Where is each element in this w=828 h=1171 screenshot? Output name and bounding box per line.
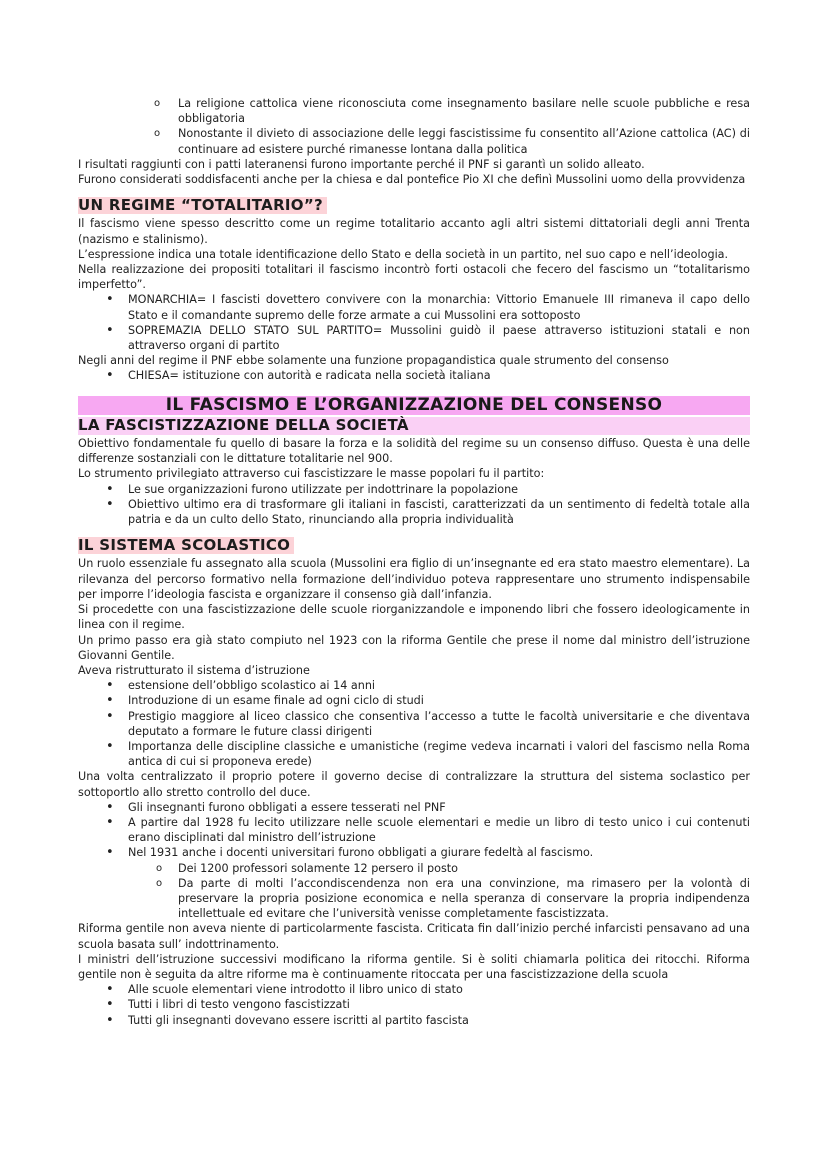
paragraph: Aveva ristrutturato il sistema d’istruzione <box>78 663 310 677</box>
paragraph: Nella realizzazione dei propositi totalitari il fascismo incontrò forti ostacoli che fecero del fascismo un “totalitarismo imperfetto”. <box>78 263 750 292</box>
bullet-list <box>78 368 750 383</box>
paragraph: Lo strumento privilegiato attraverso cui fascistizzare le masse popolari fu il partito: <box>78 467 545 481</box>
paragraph: Negli anni del regime il PNF ebbe solamente una funzione propagandistica quale strumento del consenso <box>78 354 669 368</box>
paragraph: Furono considerati soddisfacenti anche per la chiesa e dal pontefice Pio XI che definì Mussolini uomo della provvidenza <box>78 173 746 187</box>
list-item: o Da parte di molti l’accondiscendenza non era una convinzione, ma rimasero per la volontà di preservare la propria posizione economica e nella speranza di conservare la propria indipendenza intellettuale ed evitare che l’università venisse completamente fascistizzata. <box>178 876 750 922</box>
list-item: • Prestigio maggiore al liceo classico che consentiva l’accesso a tutte le facoltà universitarie e che diventava deputato a formare le future classi dirigenti <box>128 709 750 739</box>
paragraph: Si procedette con una fascistizzazione delle scuole riorganizzandole e imponendo libri che fossero ideologicamente in linea con il regime. <box>78 603 750 632</box>
bullet-list <box>78 982 750 1028</box>
paragraph: L’espressione indica una totale identificazione dello Stato e della società in un partito, nel suo capo e nell’ideologia. <box>78 247 729 261</box>
paragraph: Una volta centralizzato il proprio potere il governo decise di contralizzare la struttura del sistema soclastico per sottoportlo allo stretto controllo del duce. <box>78 770 750 799</box>
document-page <box>78 96 750 1028</box>
sub-list <box>128 861 750 922</box>
section-heading-fascistizzazione: LA FASCISTIZZAZIONE DELLA SOCIETÀ <box>78 417 750 435</box>
list-item: • Importanza delle discipline classiche e umanistiche (regime vedeva incarnati i valori del fascismo nella Roma antica di cui si proponeva erede) <box>128 739 750 769</box>
bullet-list <box>78 678 750 769</box>
list-item: • Gli insegnanti furono obbligati a essere tesserati nel PNF <box>128 800 750 815</box>
list-item: • Introduzione di un esame finale ad ogni ciclo di studi <box>128 693 750 708</box>
list-item: • A partire dal 1928 fu lecito utilizzare nelle scuole elementari e medie un libro di testo unico i cui contenuti erano disciplinati dal ministro dell’istruzione <box>128 815 750 845</box>
list-item: • MONARCHIA= I fascisti dovettero convivere con la monarchia: Vittorio Emanuele III rimaneva il capo dello Stato e il comandante supremo delle forze armate a cui Mussolini era sottoposto <box>128 292 750 322</box>
list-item: • CHIESA= istituzione con autorità e radicata nella società italiana <box>128 368 750 383</box>
section-heading-scuola: IL SISTEMA SCOLASTICO <box>78 537 294 554</box>
paragraph: Il fascismo viene spesso descritto come un regime totalitario accanto agli altri sistemi dittatoriali degli anni Trenta (nazismo e stalinismo). <box>78 217 750 246</box>
paragraph: I ministri dell’istruzione successivi modificano la riforma gentile. Si è soliti chiamarla politica dei ritocchi. Riforma gentile non è seguita da altre riforme ma è continuamente ritoccata per una fascistizzazione della scuola <box>78 952 750 981</box>
paragraph: Obiettivo fondamentale fu quello di basare la forza e la solidità del regime su un consenso diffuso. Questa è una delle differenze sostanziali con le dittature totalitarie nel 900. <box>78 437 750 466</box>
list-item: • Alle scuole elementari viene introdotto il libro unico di stato <box>128 982 750 997</box>
list-item: • estensione dell’obbligo scolastico ai 14 anni <box>128 678 750 693</box>
section-heading-totalitario: UN REGIME “TOTALITARIO”? <box>78 197 327 214</box>
paragraph: Un ruolo essenziale fu assegnato alla scuola (Mussolini era figlio di un’insegnante ed era stato maestro elementare). La rilevanza del percorso formativo nella formazione dell’individuo poteva rappresentare uno strumento indispensabile per imporre l’ideologia fascista e organizzare il consenso già dall’infanzia. <box>78 557 750 601</box>
bullet-list <box>78 292 750 353</box>
list-item-text: Nel 1931 anche i docenti universitari furono obbligati a giurare fedeltà al fascismo. <box>128 846 594 860</box>
paragraph: Un primo passo era già stato compiuto nel 1923 con la riforma Gentile che prese il nome dal ministro dell’istruzione Giovanni Gentile. <box>78 633 750 662</box>
list-item: • Tutti gli insegnanti dovevano essere iscritti al partito fascista <box>128 1013 750 1028</box>
list-item: o Nonostante il divieto di associazione delle leggi fascistissime fu consentito all’Azione cattolica (AC) di continuare ad esistere purché rimanesse lontana dalla politica <box>178 126 750 156</box>
chapter-banner: IL FASCISMO E L’ORGANIZZAZIONE DEL CONSENSO <box>78 396 750 415</box>
intro-sub-list <box>78 96 750 157</box>
list-item <box>128 845 750 921</box>
paragraph: I risultati raggiunti con i patti lateranensi furono importante perché il PNF si garantì un solido alleato. <box>78 157 645 171</box>
bullet-list <box>78 800 750 922</box>
list-item: o Dei 1200 professori solamente 12 persero il posto <box>178 861 750 876</box>
bullet-list <box>78 482 750 528</box>
paragraph: Riforma gentile non aveva niente di particolarmente fascista. Criticata fin dall’inizio perché infarcisti pensavano ad una scuola basata sull’ indottrinamento. <box>78 922 750 951</box>
list-item: • Le sue organizzazioni furono utilizzate per indottrinare la popolazione <box>128 482 750 497</box>
list-item: • SOPREMAZIA DELLO STATO SUL PARTITO= Mussolini guidò il paese attraverso istituzioni statali e non attraverso organi di partito <box>128 323 750 353</box>
list-item: • Tutti i libri di testo vengono fascistizzati <box>128 997 750 1012</box>
list-item: • Obiettivo ultimo era di trasformare gli italiani in fascisti, caratterizzati da un sentimento di fedeltà totale alla patria e da un culto dello Stato, rinunciando alla propria individualità <box>128 497 750 527</box>
list-item: o La religione cattolica viene riconosciuta come insegnamento basilare nelle scuole pubbliche e resa obbligatoria <box>178 96 750 126</box>
